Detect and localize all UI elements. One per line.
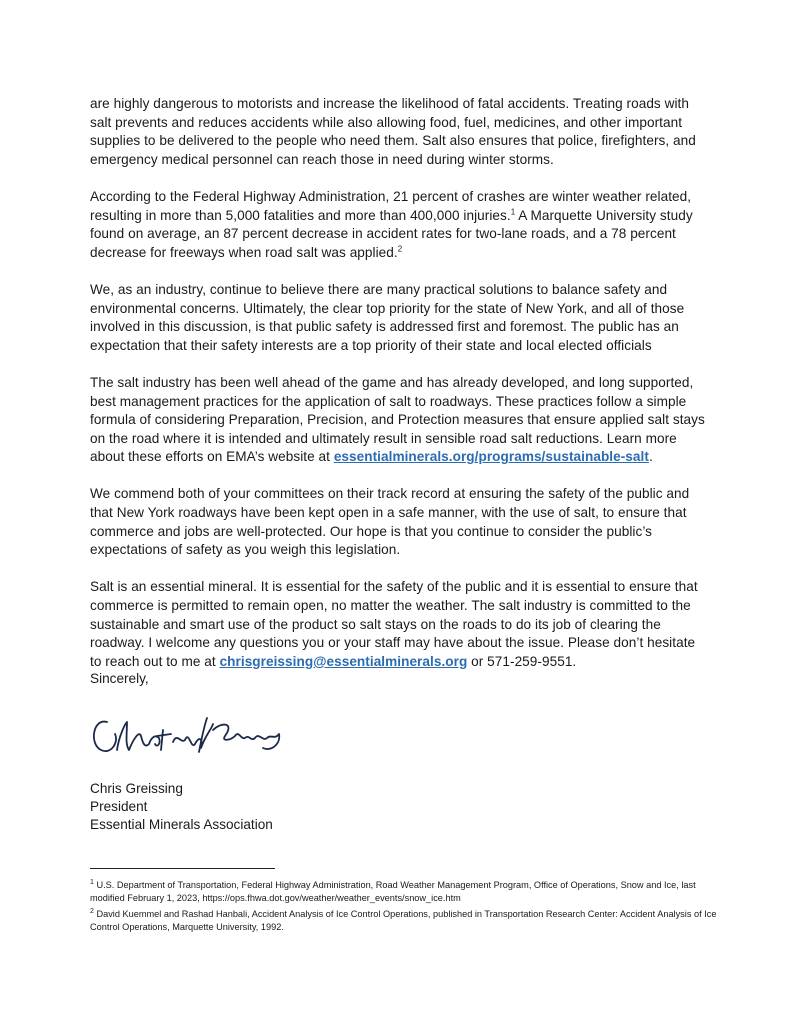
paragraph-4 bbox=[90, 374, 710, 467]
signature-block bbox=[90, 780, 273, 835]
handwritten-signature bbox=[85, 700, 285, 760]
sustainable-salt-link[interactable]: essentialminerals.org/programs/sustainable-salt bbox=[333, 449, 649, 465]
footnote-text-1: U.S. Department of Transportation, Federal Highway Administration, Road Weather Management Program, Office of Operations, Snow and Ice, last modified February 1, 2023, https://ops.fhwa.dot.gov/weather/weather_events/snow_ice.htm bbox=[90, 880, 696, 904]
footnote-1 bbox=[90, 879, 720, 906]
paragraph-2-text-a: According to the Federal Highway Administration, 21 percent of crashes are winter weather related, resulting in more than 5,000 fatalities and more than 400,000 injuries. bbox=[90, 188, 692, 223]
footnotes bbox=[90, 879, 720, 937]
paragraph-3: We, as an industry, continue to believe there are many practical solutions to balance safety and environmental concerns. Ultimately, the clear top priority for the state of New York, and all of those involved in this discussion, is that public safety is addressed first and foremost. The public has an expectation that their safety interests are a top priority of their state and local elected officials bbox=[90, 281, 685, 353]
paragraph-5: We commend both of your committees on their track record at ensuring the safety of the public and that New York roadways have been kept open in a safe manner, with the use of salt, to ensure that commerce and jobs are well-protected. Our hope is that you continue to consider the public’s expectations of safety as you weigh this legislation. bbox=[90, 486, 690, 558]
paragraph-4-text-b: . bbox=[648, 449, 653, 465]
footnote-2 bbox=[90, 908, 720, 935]
paragraph-2-text-b: A Marquette University study found on average, an 87 percent decrease in accident rates for two-lane roads, and a 78 percent decrease for freeways when road salt was applied. bbox=[90, 207, 693, 260]
footnote-number-2: 2 bbox=[90, 907, 94, 915]
footnote-ref-1: 1 bbox=[510, 207, 516, 217]
paragraph-6-text-b: or 571-259-9551. bbox=[467, 653, 577, 669]
paragraph-4-text-a: The salt industry has been well ahead of the game and has already developed, and long supported, best management practices for the application of salt to roadways. These practices follow a simple formula of considering Preparation, Precision, and Protection measures that ensure applied salt stays on the road where it is intended and ultimately result in sensible road salt reductions. Learn more about these efforts on EMA’s website at bbox=[90, 374, 705, 465]
paragraph-1: are highly dangerous to motorists and increase the likelihood of fatal accidents. Treating roads with salt prevents and reduces accidents while also allowing food, fuel, medicines, and other important supplies to be delivered to the people who need them. Salt also ensures that police, firefighters, and emergency medical personnel can reach those in need during winter storms. bbox=[90, 96, 696, 167]
letter-body bbox=[90, 95, 710, 690]
closing-salutation: Sincerely, bbox=[90, 671, 149, 686]
paragraph-2 bbox=[90, 188, 710, 262]
signer-organization: Essential Minerals Association bbox=[90, 817, 273, 833]
signer-title: President bbox=[90, 799, 148, 815]
footnote-text-2: David Kuemmel and Rashad Hanbali, Accident Analysis of Ice Control Operations, published in Transportation Research Center: Accident Analysis of Ice Control Operations, Marquette University, 1992. bbox=[90, 908, 717, 933]
footnote-number-1: 1 bbox=[90, 878, 94, 886]
paragraph-6 bbox=[90, 578, 710, 671]
email-link[interactable]: chrisgreissing@essentialminerals.org bbox=[219, 653, 468, 669]
paragraph-6-text-a: Salt is an essential mineral. It is essential for the safety of the public and it is essential to ensure that commerce is permitted to remain open, no matter the weather. The salt industry is committed to the sustainable and smart use of the product so salt stays on the roads to do its job of clearing the roadway. I welcome any questions you or your staff may have about the issue. Please don’t hesitate to reach out to me at bbox=[90, 579, 698, 669]
signer-name: Chris Greissing bbox=[90, 781, 183, 796]
footnote-ref-2: 2 bbox=[397, 244, 403, 254]
footnote-divider bbox=[90, 868, 275, 869]
